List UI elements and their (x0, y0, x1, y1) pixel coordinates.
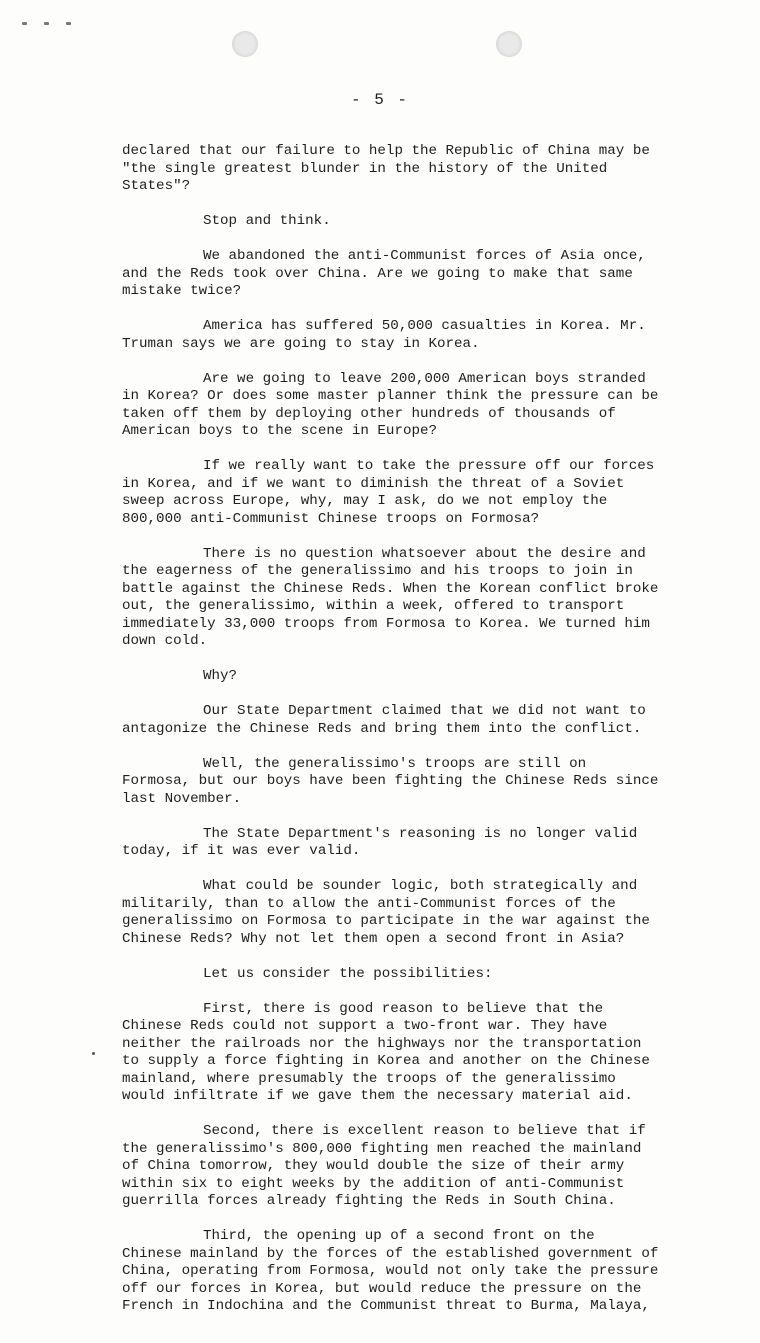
paragraph-1: declared that our failure to help the Republic of China may be "the single greatest blunder in the history of the United States"? (122, 143, 650, 194)
paragraph-8: Why? (203, 668, 238, 684)
punch-hole-right (496, 31, 522, 57)
paragraph-3: We abandoned the anti-Communist forces of Asia once, and the Reds took over China. Are we going to make that same mistake twice? (122, 248, 646, 299)
paragraph-5: Are we going to leave 200,000 American boys stranded in Korea? Or does some master planner think the pressure can be taken off them by deploying other hundreds of thousands of American boys to the scene in Europe? (122, 370, 659, 439)
corner-smudge-marks (22, 18, 82, 30)
paragraph-15: Second, there is excellent reason to believe that if the generalissimo's 800,000 fighting men reached the mainland of China tomorrow, they would double the size of their army within six to eight weeks by the addition of anti-Communist guerrilla forces already fighting the Reds in South China. (122, 1123, 646, 1209)
document-body (122, 143, 662, 1316)
paragraph-6: If we really want to take the pressure off our forces in Korea, and if we want to diminish the threat of a Soviet sweep across Europe, why, may I ask, do we not employ the 800,000 anti-Communist Chinese troops on Formosa? (122, 458, 655, 527)
paragraph-12: What could be sounder logic, both strategically and militarily, than to allow the anti-Communist forces of the generalissimo on Formosa to participate in the war against the Chinese Reds? Why not let them open a second front in Asia? (122, 878, 650, 947)
paragraph-4: America has suffered 50,000 casualties in Korea. Mr. Truman says we are going to stay in Korea. (122, 318, 646, 352)
paragraph-2: Stop and think. (203, 213, 331, 229)
paragraph-7: There is no question whatsoever about the desire and the eagerness of the generalissimo and his troops to join in battle against the Chinese Reds. When the Korean conflict broke out, the generalissimo, within a week, offered to transport immediately 33,000 troops from Formosa to Korea. We turned him down cold. (122, 545, 659, 649)
paragraph-13: Let us consider the possibilities: (203, 965, 493, 982)
paragraph-11: The State Department's reasoning is no longer valid today, if it was ever valid. (122, 825, 638, 859)
paragraph-14: First, there is good reason to believe that the Chinese Reds could not support a two-front war. They have neither the railroads nor the highways nor the transportation to supply a force fighting in Korea and another on the Chinese mainland, where presumably the troops of the generalissimo would infiltrate if we gave them the necessary material aid. (122, 1000, 650, 1104)
paragraph-9: Our State Department claimed that we did not want to antagonize the Chinese Reds and bring them into the conflict. (122, 703, 646, 737)
punch-hole-left (232, 31, 258, 57)
margin-dot (92, 1052, 95, 1055)
paragraph-16: Third, the opening up of a second front on the Chinese mainland by the forces of the established government of China, operating from Formosa, would not only take the pressure off our forces in Korea, but would reduce the pressure on the French in Indochina and the Communist threat to Burma, Malaya, (122, 1228, 659, 1314)
page-number: - 5 - (350, 91, 409, 109)
paragraph-10: Well, the generalissimo's troops are still on Formosa, but our boys have been fighting the Chinese Reds since last November. (122, 755, 659, 807)
